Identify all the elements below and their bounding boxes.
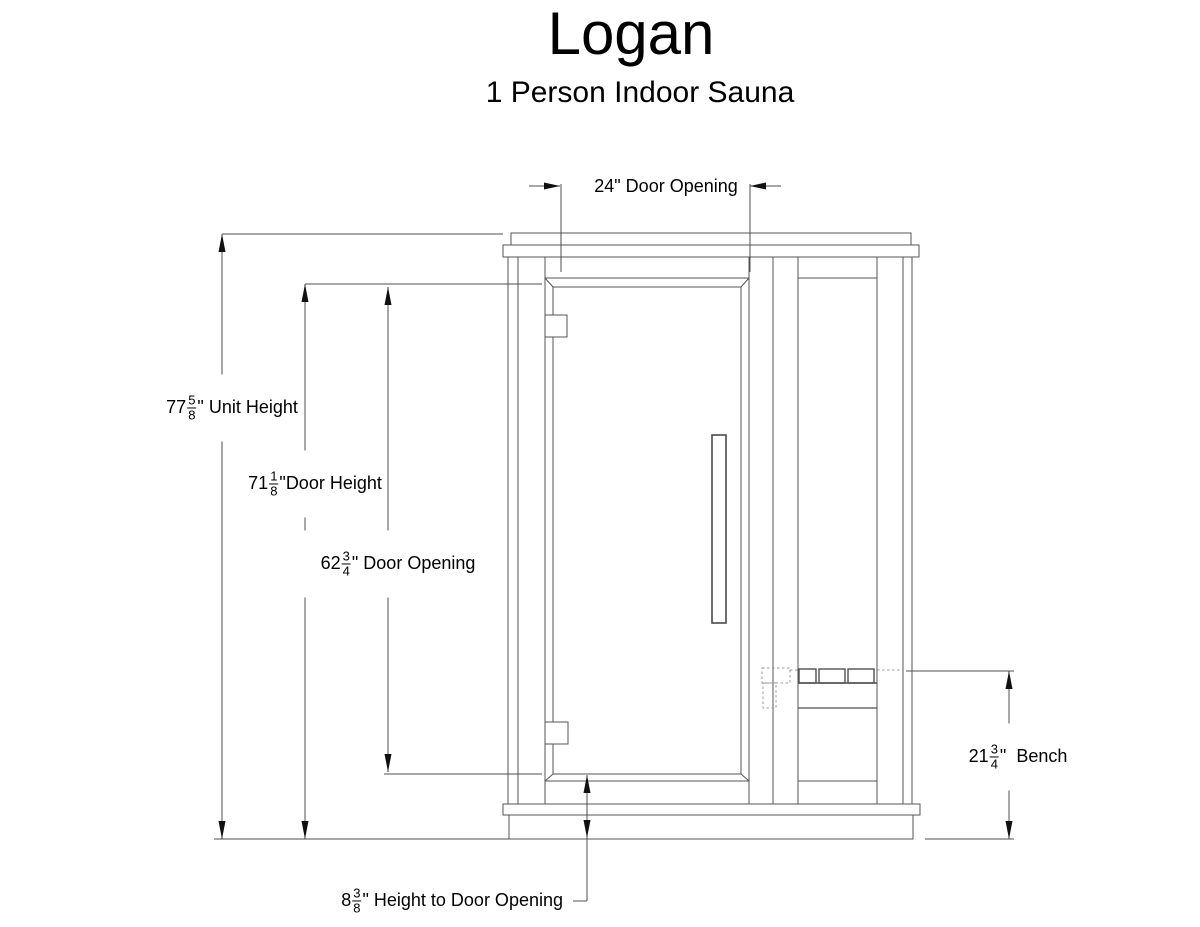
page-subtitle: 1 Person Indoor Sauna bbox=[485, 76, 795, 109]
fraction: $\frac{5}{8}$ bbox=[188, 392, 196, 423]
side-glass-panel bbox=[798, 278, 877, 781]
fraction: $\frac{1}{8}$ bbox=[270, 468, 278, 499]
bench-slat bbox=[799, 669, 816, 683]
crown-cap bbox=[511, 233, 911, 245]
dim-label-door-opening-height: 62 $\frac{3}{4}$ " Door Opening bbox=[298, 530, 479, 597]
bench-slat bbox=[848, 669, 874, 683]
base-band bbox=[503, 804, 920, 815]
hinge-top bbox=[545, 315, 567, 337]
dim-label-bench-height: 21 $\frac{3}{4}$ " Bench bbox=[946, 723, 1071, 790]
fraction: $\frac{3}{8}$ bbox=[353, 885, 361, 916]
page-title: Logan bbox=[547, 0, 715, 67]
dim-label-height-to-door-opening: 8 $\frac{3}{8}$ " Height to Door Opening bbox=[318, 867, 566, 927]
door-hinges bbox=[545, 315, 568, 744]
dim-height-to-door-opening bbox=[573, 775, 591, 901]
door-handle bbox=[712, 435, 726, 623]
dim-label-door-opening-width: 24" Door Opening bbox=[571, 158, 741, 214]
bench bbox=[798, 669, 877, 708]
base-plinth bbox=[509, 815, 913, 839]
bench-slat bbox=[819, 669, 845, 683]
fraction: $\frac{3}{4}$ bbox=[342, 548, 350, 579]
dim-label-unit-height: 77 $\frac{5}{8}$ " Unit Height bbox=[143, 374, 301, 441]
dim-label-door-height: 71 $\frac{1}{8}$ "Door Height bbox=[225, 450, 385, 517]
hinge-bottom bbox=[545, 722, 568, 744]
crown-band bbox=[503, 245, 919, 257]
fraction: $\frac{3}{4}$ bbox=[990, 741, 998, 772]
